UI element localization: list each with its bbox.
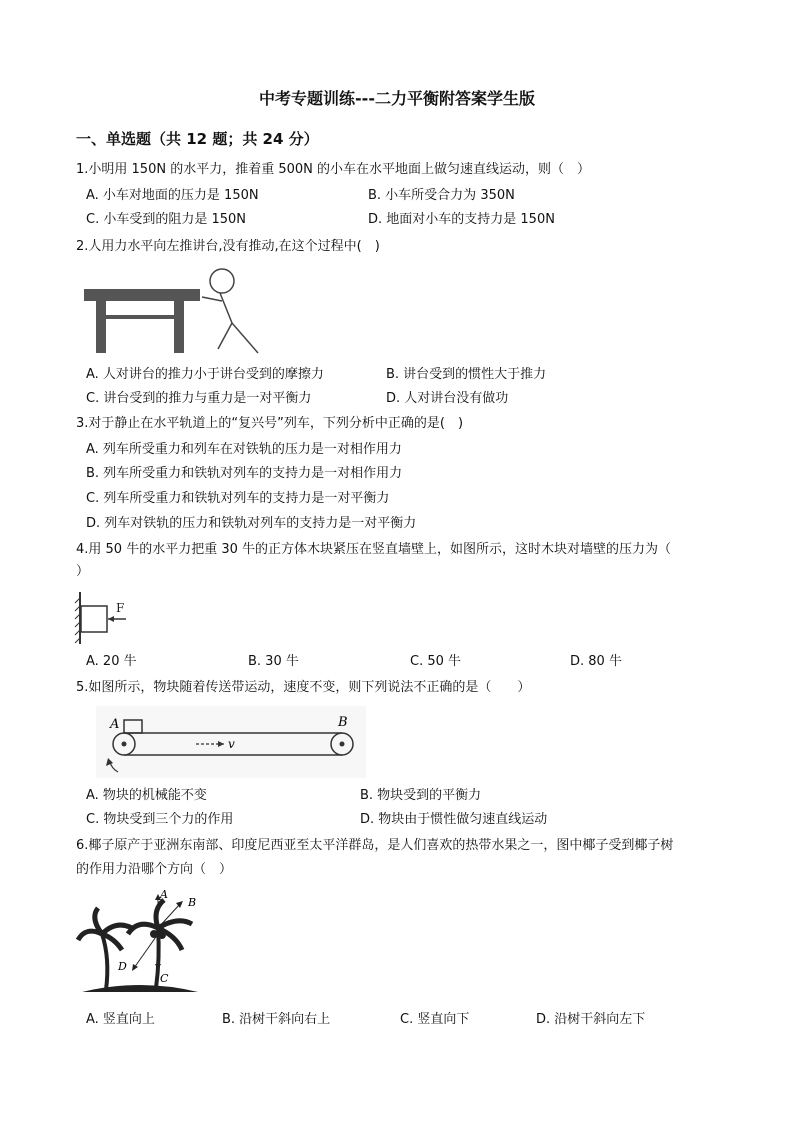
q5-option-b[interactable]: B. 物块受到的平衡力 xyxy=(360,788,482,803)
question-1-stem: 1.小明用 150N 的水平力，推着重 500N 的小车在水平地面上做匀速直线运动，则（ ） xyxy=(76,162,591,177)
q6-option-d[interactable]: D. 沿树干斜向左下 xyxy=(536,1012,646,1027)
q4-option-c[interactable]: C. 50 牛 xyxy=(410,654,462,669)
q3-option-a[interactable]: A. 列车所受重力和列车在对铁轨的压力是一对相作用力 xyxy=(86,442,402,457)
q3-option-d[interactable]: D. 列车对铁轨的压力和铁轨对列车的支持力是一对平衡力 xyxy=(86,516,417,531)
q3-option-b[interactable]: B. 列车所受重力和铁轨对列车的支持力是一对相作用力 xyxy=(86,466,403,481)
direction-b-label: B xyxy=(188,896,197,909)
question-3-stem: 3.对于静止在水平轨道上的“复兴号”列车，下列分析中正确的是( ) xyxy=(76,416,464,431)
point-b-label: B xyxy=(338,715,348,730)
q5-option-d[interactable]: D. 物块由于惯性做匀速直线运动 xyxy=(360,812,548,827)
q1-option-d[interactable]: D. 地面对小车的支持力是 150N xyxy=(368,212,555,227)
q4-option-b[interactable]: B. 30 牛 xyxy=(248,654,299,669)
conveyor-belt-figure xyxy=(96,706,366,778)
direction-d-label: D xyxy=(118,960,127,973)
q4-option-a[interactable]: A. 20 牛 xyxy=(86,654,137,669)
force-f-label: F xyxy=(116,601,125,615)
q6-option-a[interactable]: A. 竖直向上 xyxy=(86,1012,155,1027)
q6-option-c[interactable]: C. 竖直向下 xyxy=(400,1012,470,1027)
direction-c-label: C xyxy=(160,972,169,985)
page-title: 中考专题训练---二力平衡附答案学生版 xyxy=(259,89,535,108)
question-6-stem: 6.椰子原产于亚洲东南部、印度尼西亚至太平洋群岛，是人们喜欢的热带水果之一，图中椰子受到椰子树 xyxy=(76,838,674,853)
question-6-stem-cont: 的作用力沿哪个方向（ ） xyxy=(76,862,233,877)
direction-a-label: A xyxy=(160,888,168,901)
velocity-label: v xyxy=(228,737,235,751)
q5-option-c[interactable]: C. 物块受到三个力的作用 xyxy=(86,812,234,827)
q1-option-a[interactable]: A. 小车对地面的压力是 150N xyxy=(86,188,259,203)
point-a-label: A xyxy=(110,717,120,732)
question-4-stem-cont: ） xyxy=(76,564,90,579)
q2-option-a[interactable]: A. 人对讲台的推力小于讲台受到的摩擦力 xyxy=(86,367,324,382)
coconut-tree-figure xyxy=(76,888,204,1000)
q6-option-b[interactable]: B. 沿树干斜向右上 xyxy=(222,1012,331,1027)
q3-option-c[interactable]: C. 列车所受重力和铁轨对列车的支持力是一对平衡力 xyxy=(86,491,390,506)
q2-option-b[interactable]: B. 讲台受到的惯性大于推力 xyxy=(386,367,547,382)
desk-push-figure xyxy=(82,265,272,357)
question-2-stem: 2.人用力水平向左推讲台,没有推动,在这个过程中( ) xyxy=(76,239,380,254)
q1-option-c[interactable]: C. 小车受到的阻力是 150N xyxy=(86,212,247,227)
q5-option-a[interactable]: A. 物块的机械能不变 xyxy=(86,788,207,803)
question-4-stem: 4.用 50 牛的水平力把重 30 牛的正方体木块紧压在竖直墙壁上，如图所示，这时木块对墙壁的压力为（ xyxy=(76,542,672,557)
q2-option-c[interactable]: C. 讲台受到的推力与重力是一对平衡力 xyxy=(86,391,312,406)
question-5-stem: 5.如图所示，物块随着传送带运动，速度不变，则下列说法不正确的是（ ） xyxy=(76,680,531,695)
wall-block-figure xyxy=(74,590,134,646)
q2-option-d[interactable]: D. 人对讲台没有做功 xyxy=(386,391,509,406)
q1-option-b[interactable]: B. 小车所受合力为 350N xyxy=(368,188,515,203)
section-heading: 一、单选题（共 12 题；共 24 分） xyxy=(76,130,319,148)
q4-option-d[interactable]: D. 80 牛 xyxy=(570,654,622,669)
